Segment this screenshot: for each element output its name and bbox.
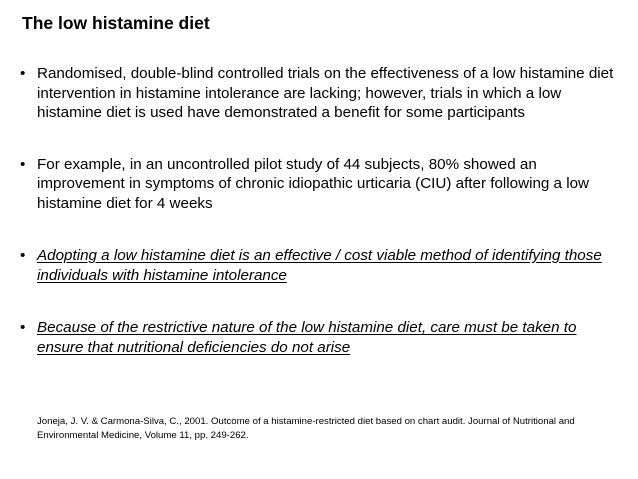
bullet-text: Randomised, double-blind controlled trials on the effectiveness of a low histamine diet intervention in histamine intolerance are lacking; however, trials in which a low histamine diet is used have demonstrated a benefit for some participants bbox=[37, 65, 614, 121]
reference-citation: Joneja, J. V. & Carmona-Silva, C., 2001. Outcome of a histamine-restricted diet based on chart audit. Journal of Nutritional and Environmental Medicine, Volume 11, pp. 249-262. bbox=[37, 416, 575, 441]
bullet-text-emphasized: Adopting a low histamine diet is an effective / cost viable method of identifying those individuals with histamine intolerance bbox=[37, 247, 602, 284]
slide-title: The low histamine diet bbox=[22, 13, 210, 33]
bullet-list bbox=[20, 64, 620, 357]
bullet-marker: • bbox=[20, 319, 26, 336]
bullet-text: For example, in an uncontrolled pilot study of 44 subjects, 80% showed an improvement in symptoms of chronic idiopathic urticaria (CIU) after following a low histamine diet for 4 weeks bbox=[37, 155, 590, 212]
bullet-marker: • bbox=[20, 65, 26, 82]
bullet-item-restrictive-nature bbox=[20, 318, 620, 357]
bullet-text-emphasized: Because of the restrictive nature of the low histamine diet, care must be taken to ensure that nutritional deficiencies do not arise bbox=[37, 319, 577, 356]
bullet-marker: • bbox=[20, 247, 26, 264]
bullet-item-pilot-study bbox=[20, 155, 620, 214]
bullet-item-trials bbox=[20, 64, 620, 123]
bullet-marker: • bbox=[20, 155, 26, 173]
bullet-item-adopting-diet bbox=[20, 246, 620, 285]
